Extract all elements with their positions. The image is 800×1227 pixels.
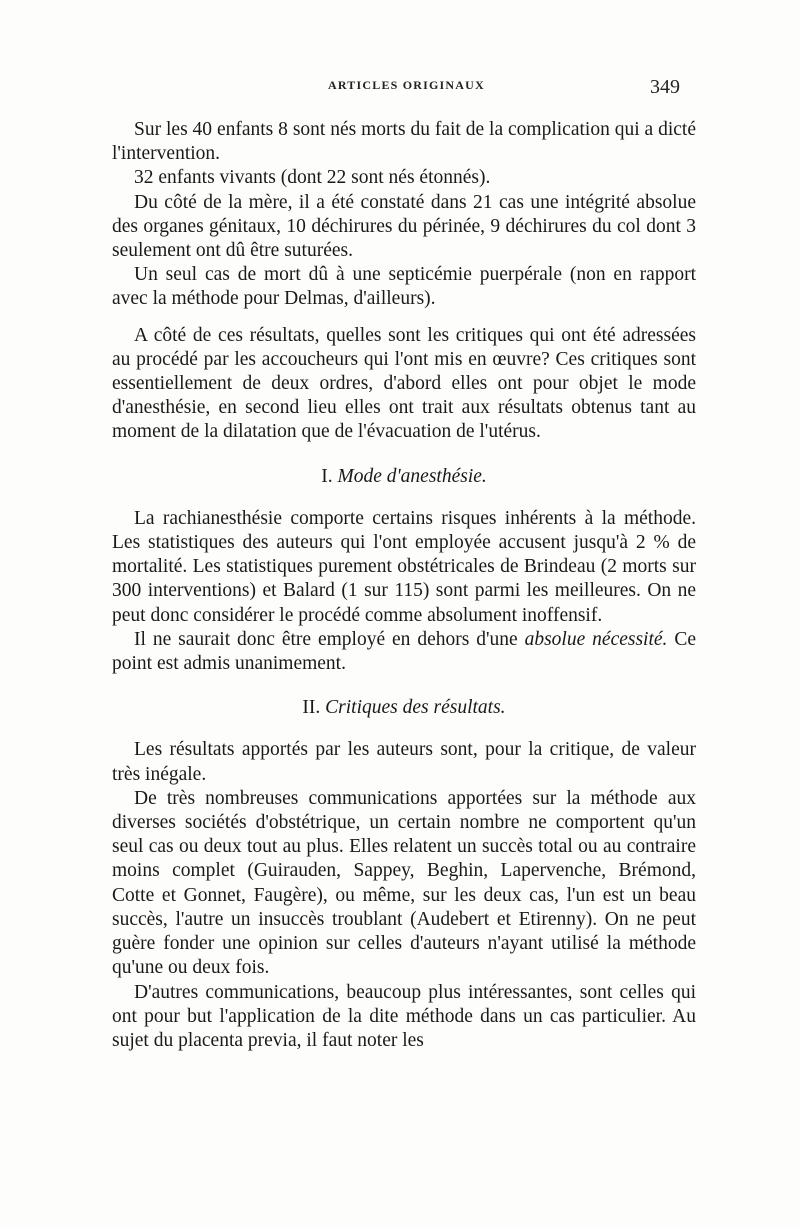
section-heading-2	[112, 696, 696, 720]
section-title: Critiques des résultats.	[325, 697, 506, 719]
paragraph: A côté de ces résultats, quelles sont les critiques qui ont été adressées au procédé par les accoucheurs qui l'ont mis en œuvre? Ces critiques sont essentiellement de deux ordres, d'abord elles ont pour objet le mode d'anesthésie, en second lieu elles ont trait aux résultats obtenus tant au moment de la dilatation que de l'évacuation de l'utérus.	[112, 324, 696, 443]
running-header	[0, 76, 800, 100]
paragraph: D'autres communications, beaucoup plus intéressantes, sont celles qui ont pour but l'application de la dite méthode dans un cas particulier. Au sujet du placenta previa, il faut noter les	[112, 981, 696, 1051]
paragraph: Les résultats apportés par les auteurs sont, pour la critique, de valeur très inégale.	[112, 739, 696, 785]
section-number: I.	[321, 465, 333, 487]
emphasis: absolue nécessité.	[524, 628, 668, 650]
article-body	[112, 118, 696, 1053]
running-title: ARTICLES ORIGINAUX	[328, 78, 485, 92]
paragraph	[112, 628, 696, 676]
page-number: 349	[650, 76, 680, 98]
section-number: II.	[302, 697, 321, 719]
section-title: Mode d'anesthésie.	[337, 465, 487, 487]
paragraph: 32 enfants vivants (dont 22 sont nés étonnés).	[134, 167, 491, 189]
section-heading-1	[112, 465, 696, 489]
paragraph: La rachianesthésie comporte certains risques inhérents à la méthode. Les statistiques des auteurs qui l'ont employée accusent jusqu'à 2 % de mortalité. Les statistiques purement obstétricales de Brindeau (2 morts sur 300 interventions) et Balard (1 sur 115) sont parmi les meilleures. On ne peut donc considérer le procédé comme absolument inoffensif.	[112, 507, 696, 626]
text-run: Il ne saurait donc être employé en dehors d'une	[134, 628, 518, 650]
text-run: Ce point est admis unanimement.	[112, 628, 697, 675]
paragraph: Sur les 40 enfants 8 sont nés morts du fait de la complication qui a dicté l'intervention.	[112, 119, 696, 165]
paragraph: Du côté de la mère, il a été constaté dans 21 cas une intégrité absolue des organes génitaux, 10 déchirures du périnée, 9 déchirures du col dont 3 seulement ont dû être suturées.	[112, 191, 696, 262]
paragraph: Un seul cas de mort dû à une septicémie puerpérale (non en rapport avec la méthode pour Delmas, d'ailleurs).	[112, 264, 696, 310]
paragraph: De très nombreuses communications apportées sur la méthode aux diverses sociétés d'obstétrique, un certain nombre ne comportent qu'un seul cas ou deux tout au plus. Elles relatent un succès total ou au contraire moins complet (Guirauden, Sappey, Beghin, Lapervenche, Brémond, Cotte et Gonnet, Faugère), ou même, sur les deux cas, l'un est un beau succès, l'autre un insuccès troublant (Audebert et Etirenny). On ne peut guère fonder une opinion sur celles d'auteurs n'ayant utilisé la méthode qu'une ou deux fois.	[112, 787, 696, 979]
